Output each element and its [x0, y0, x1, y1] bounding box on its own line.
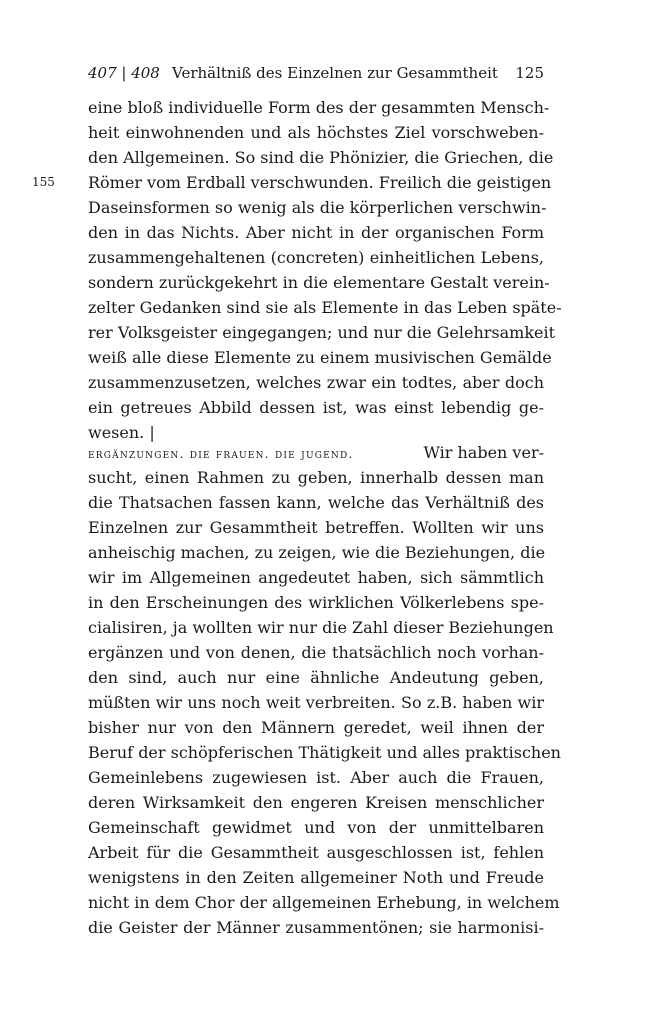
- text-line: bisher nur von den Männern geredet, weil ihnen der: [88, 718, 544, 737]
- paragraph-1: [88, 95, 562, 445]
- text-line: rer Volksgeister eingegangen; und nur die Gelehrsamkeit: [88, 323, 556, 342]
- text-line: wenigstens in den Zeiten allgemeiner Noth und Freude: [88, 868, 544, 887]
- text-line: Einzelnen zur Gesammtheit betreffen. Wollten wir uns: [88, 518, 544, 537]
- text-line: zusammengehaltenen (concreten) einheitlichen Lebens,: [88, 248, 544, 267]
- section-heading: ergänzungen. die frauen. die jugend.: [88, 446, 354, 461]
- text-line: in den Erscheinungen des wirklichen Völkerlebens spe-: [88, 593, 544, 612]
- margin-line-number: 155: [32, 175, 55, 189]
- text-line: cialisiren, ja wollten wir nur die Zahl dieser Beziehungen: [88, 618, 554, 637]
- text-line: sucht, einen Rahmen zu geben, innerhalb dessen man: [88, 468, 544, 487]
- text-line: Beruf der schöpferischen Thätigkeit und alles praktischen: [88, 743, 561, 762]
- page-number: 125: [515, 64, 544, 82]
- page-reference: 407 | 408: [88, 64, 160, 82]
- text-line: nicht in dem Chor der allgemeinen Erhebung, in welchem: [88, 893, 560, 912]
- text-line: den sind, auch nur eine ähnliche Andeutung geben,: [88, 668, 544, 687]
- section-erganzungen: [88, 440, 561, 940]
- text-line: ergänzen und von denen, die thatsächlich noch vorhan-: [88, 643, 544, 662]
- text-line: Daseinsformen so wenig als die körperlichen verschwin-: [88, 198, 547, 217]
- text-line: weiß alle diese Elemente zu einem musivischen Gemälde: [88, 348, 552, 367]
- text-line: eine bloß individuelle Form des der gesammten Mensch-: [88, 98, 550, 117]
- text-line: den Allgemeinen. So sind die Phönizier, die Griechen, die: [88, 148, 554, 167]
- text-line: zusammenzusetzen, welches zwar ein todtes, aber doch: [88, 373, 544, 392]
- text-line: Wir haben ver-: [423, 443, 544, 462]
- text-line: ein getreues Abbild dessen ist, was einst lebendig ge-: [88, 398, 544, 417]
- text-line: müßten wir uns noch weit verbreiten. So z.B. haben wir: [88, 693, 544, 712]
- running-head: [88, 62, 544, 84]
- text-line: Arbeit für die Gesammtheit ausgeschlossen ist, fehlen: [88, 843, 544, 862]
- text-line: Gemeinschaft gewidmet und von der unmittelbaren: [88, 818, 544, 837]
- text-line: wir im Allgemeinen angedeutet haben, sich sämmtlich: [88, 568, 544, 587]
- text-line: sondern zurückgekehrt in die elementare Gestalt verein-: [88, 273, 550, 292]
- text-line: Römer vom Erdball verschwunden. Freilich die geistigen: [88, 173, 552, 192]
- text-line: anheischig machen, zu zeigen, wie die Beziehungen, die: [88, 543, 546, 562]
- text-line: deren Wirksamkeit den engeren Kreisen menschlicher: [88, 793, 544, 812]
- running-title: Verhältniß des Einzelnen zur Gesammtheit: [172, 64, 498, 82]
- text-line: den in das Nichts. Aber nicht in der organischen Form: [88, 223, 544, 242]
- text-line: zelter Gedanken sind sie als Elemente in das Leben späte-: [88, 298, 562, 317]
- text-line: Gemeinlebens zugewiesen ist. Aber auch die Frauen,: [88, 768, 544, 787]
- text-line: heit einwohnenden und als höchstes Ziel vorschweben-: [88, 123, 544, 142]
- section-heading-line: [88, 440, 544, 465]
- text-line: wesen. |: [88, 423, 155, 442]
- text-line: die Geister der Männer zusammentönen; sie harmonisi-: [88, 918, 544, 937]
- text-line: die Thatsachen fassen kann, welche das Verhältniß des: [88, 493, 544, 512]
